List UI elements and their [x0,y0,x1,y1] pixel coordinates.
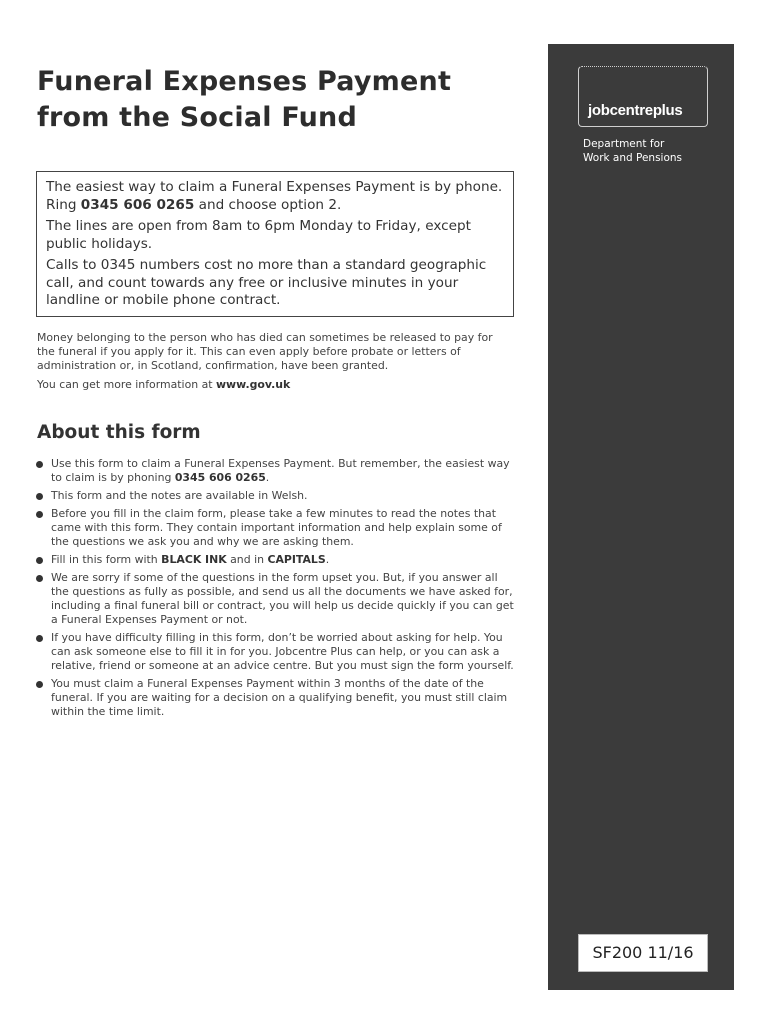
bullet-text: Fill in this form with [51,553,162,566]
callout-paragraph-costs: Calls to 0345 numbers cost no more than a standard geographic call, and count towards any free or inclusive minutes in your landline or mobile phone contract. [46,257,487,308]
bullet-icon [36,461,43,468]
bullet-icon [36,511,43,518]
list-item [35,631,515,673]
bullet-text: . [265,471,270,484]
department-line-2: Work and Pensions [583,152,683,164]
phone-claim-callout [36,171,514,317]
about-heading: About this form [37,422,201,443]
bullet-emphasis: CAPITALS [267,553,326,566]
intro-more-info [37,378,507,392]
gov-uk-link[interactable]: www.gov.uk [216,378,291,391]
bullet-phone-number: 0345 606 0265 [174,471,266,484]
callout-paragraph-phone [46,179,513,214]
list-item [35,553,515,567]
bullet-emphasis: BLACK INK [161,553,227,566]
bullet-icon [36,557,43,564]
list-item [35,507,515,549]
title-line-2: from the Social Fund [37,102,357,133]
bullet-icon [36,681,43,688]
bullet-text: You must claim a Funeral Expenses Payment within 3 months of the date of the funeral. If you are waiting for a decision on a qualifying benefit, you must still claim within the time limit. [51,677,508,718]
bullet-text: If you have difficulty filling in this form, don’t be worried about asking for help. You can ask someone else to fill it in for you. Jobcentre Plus can help, or you can ask a relative, friend or someone at an advice centre. But you must sign the form yourself. [51,631,514,672]
page-title [37,64,517,136]
intro-text: You can get more information at [37,378,216,391]
jobcentreplus-logo [578,66,708,127]
bullet-text: . [325,553,330,566]
bullet-icon [36,493,43,500]
department-name [583,137,723,165]
callout-paragraph-hours: The lines are open from 8am to 6pm Monday to Friday, except public holidays. [46,218,471,252]
callout-text: and choose option 2. [194,196,342,213]
bullet-icon [36,575,43,582]
intro-section [37,331,507,397]
callout-text: The easiest way to claim a Funeral Expenses Payment is by phone. Ring [46,179,503,213]
form-code-badge: SF200 11/16 [578,934,708,972]
bullet-text: Before you fill in the claim form, please take a few minutes to read the notes that came with this form. They contain important information and help explain some of the questions we ask you and why we are asking them. [51,507,502,548]
list-item [35,489,515,503]
bullet-text: We are sorry if some of the questions in the form upset you. But, if you answer all the questions as fully as possible, and send us all the documents we have asked for, including a final funeral bill or contract, you will help us decide quickly if you can get a Funeral Expenses Payment or not. [51,571,514,626]
about-bullet-list [35,457,515,723]
list-item [35,457,515,485]
bullet-icon [36,635,43,642]
department-line-1: Department for [583,138,665,150]
bullet-text: and in [226,553,268,566]
intro-paragraph: Money belonging to the person who has died can sometimes be released to pay for the funeral if you apply for it. This can even apply before probate or letters of administration or, in Scotland, confirmation, have been granted. [37,331,493,372]
callout-phone-number: 0345 606 0265 [80,196,195,213]
list-item [35,571,515,627]
bullet-text: Use this form to claim a Funeral Expenses Payment. But remember, the easiest way to claim is by phoning [51,457,510,484]
bullet-text: This form and the notes are available in Welsh. [51,489,308,502]
title-line-1: Funeral Expenses Payment [37,66,452,97]
list-item [35,677,515,719]
brand-sidebar [548,44,734,990]
logo-text: jobcentreplus [588,102,683,119]
